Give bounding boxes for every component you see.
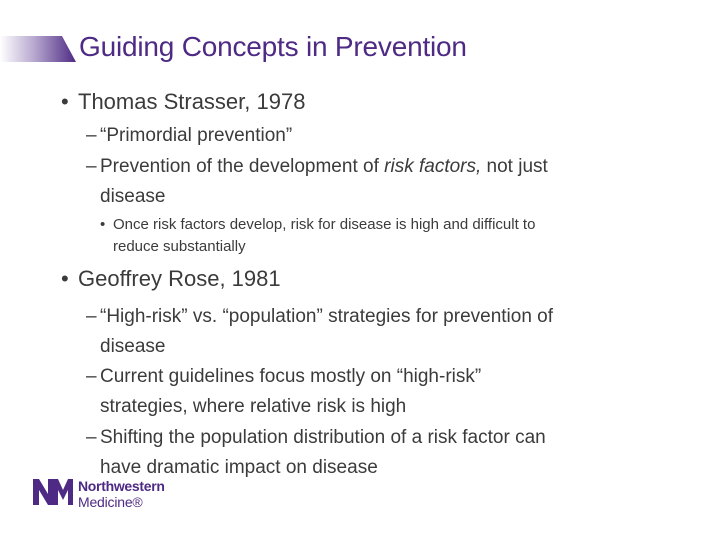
subbullet-text-end: not just: [481, 156, 548, 177]
subbullet-text: “Primordial prevention”: [100, 125, 293, 146]
subbullet-line1: Shifting the population distribution of a risk factor can: [100, 427, 546, 448]
subbullet-highrisk-vs-population: [86, 302, 646, 362]
subbullet-line1: “High-risk” vs. “population” strategies for prevention of: [100, 306, 554, 327]
dash-marker: –: [86, 306, 97, 327]
subbullet-shifting-distribution: [86, 423, 646, 483]
subsubbullet-line1: Once risk factors develop, risk for disease is high and difficult to: [113, 216, 536, 233]
logo-text-line2: Medicine®: [78, 494, 143, 510]
bullet-strasser: [62, 89, 305, 115]
bullet-dot: •: [61, 89, 69, 114]
slide-title: Guiding Concepts in Prevention: [79, 31, 467, 62]
nm-monogram-icon: [33, 478, 73, 506]
bullet-rose: [62, 266, 281, 292]
subbullet-text-wrap: [100, 302, 646, 362]
subbullet-current-guidelines: [86, 362, 646, 422]
subbullet-line2: have dramatic impact on disease: [100, 457, 378, 478]
subbullet-text-italic: risk factors,: [384, 156, 482, 177]
subbullet-line2: strategies, where relative risk is high: [100, 396, 407, 417]
subbullet-text-wrap: [100, 362, 646, 422]
title-accent-bar: [0, 34, 76, 64]
subbullet-line1: Current guidelines focus mostly on “high-risk”: [100, 366, 482, 387]
subbullet-risk-factors: [86, 152, 646, 212]
dash-marker: –: [86, 156, 97, 177]
subbullet-text-line2: disease: [100, 186, 166, 207]
subbullet-text-start: Prevention of the development of: [100, 156, 385, 177]
subsubbullet-line2: reduce substantially: [113, 238, 246, 255]
subbullet-line2: disease: [100, 336, 166, 357]
subbullet-text-wrap: [100, 423, 646, 483]
bullet-text: Thomas Strasser, 1978: [78, 89, 306, 114]
dash-marker: –: [86, 125, 97, 146]
bullet-text: Geoffrey Rose, 1981: [78, 266, 281, 291]
northwestern-medicine-logo: [33, 478, 165, 511]
bullet-dot: •: [100, 216, 106, 233]
subbullet-text-wrap: [100, 152, 646, 212]
bullet-dot: •: [61, 266, 69, 291]
subsubbullet-text-wrap: [113, 214, 620, 258]
logo-text-line1: Northwestern: [78, 478, 165, 494]
dash-marker: –: [86, 366, 97, 387]
dash-marker: –: [86, 427, 97, 448]
subbullet-primordial: [86, 121, 646, 151]
subsubbullet-once-risk: [100, 214, 620, 258]
